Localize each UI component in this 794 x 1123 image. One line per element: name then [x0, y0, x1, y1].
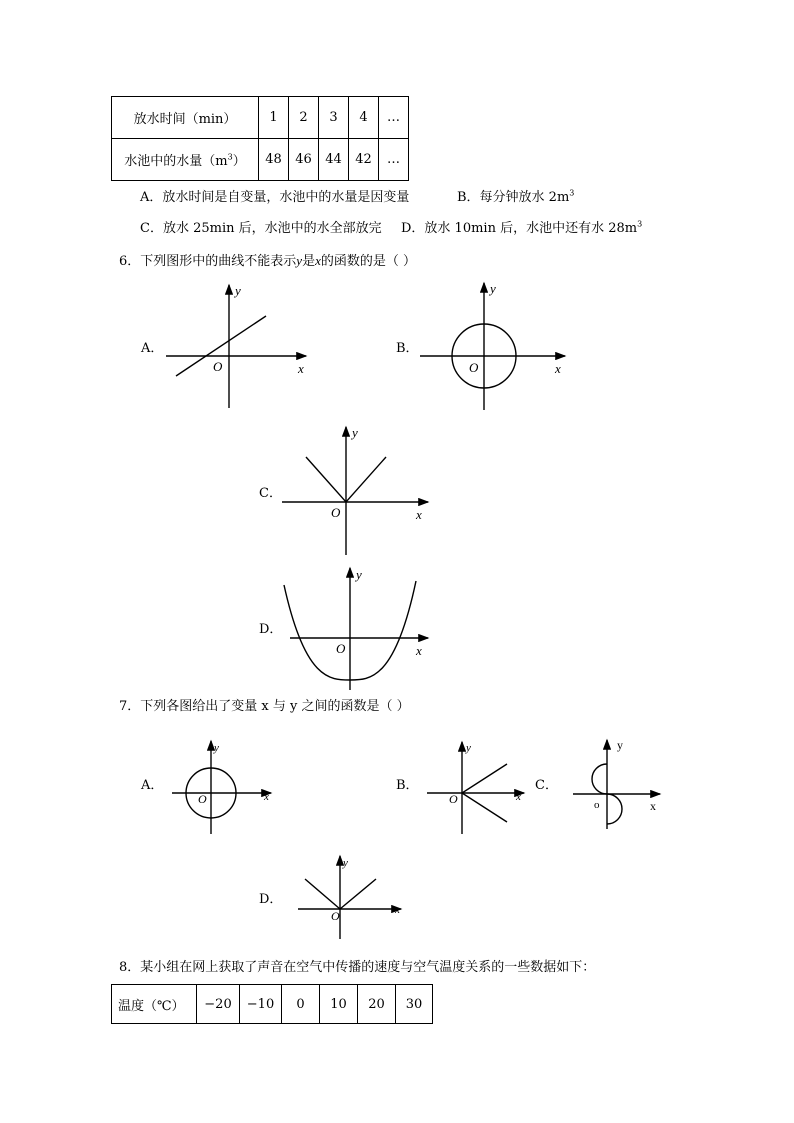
q7b-origin: O [449, 792, 458, 806]
q7-graph-b [427, 742, 524, 834]
table-cell: 42 [349, 139, 379, 181]
q7c-y-label: y [617, 738, 623, 752]
q6d-origin: O [336, 641, 346, 656]
q7c-origin: o [594, 799, 600, 811]
q5-option-b-sup: 3 [569, 188, 575, 198]
q6-stem-b: 是 [302, 254, 316, 269]
q7d-y-label: y [343, 857, 348, 869]
table-cell: … [379, 139, 409, 181]
q7-label-b: B． [396, 778, 419, 793]
temperature-header: 温度（℃） [112, 985, 197, 1024]
lower-semicircle [607, 794, 622, 824]
q6b-origin: O [469, 360, 479, 375]
table-cell: 48 [259, 139, 289, 181]
q7b-y-label: y [466, 742, 471, 754]
q6a-x-label: x [298, 361, 304, 376]
q7d-x-label: x [395, 904, 400, 916]
q6c-y-label: y [352, 425, 358, 440]
q6-graph-d [284, 568, 428, 690]
volume-label: 水池中的水量（m [124, 154, 228, 169]
q7-label-c: C． [535, 778, 558, 793]
q6c-origin: O [331, 505, 341, 520]
q6-graph-a [166, 285, 306, 408]
q7-stem: 7．下列各图给出了变量 x 与 y 之间的函数是（ ） [119, 699, 410, 714]
q7c-x-label: x [650, 799, 656, 813]
q6-label-c: C． [259, 486, 282, 501]
table-cell: 3 [319, 97, 349, 139]
q7-graph-d [298, 856, 401, 939]
q7b-x-label: x [516, 791, 521, 803]
q6-graph-b [420, 283, 565, 410]
q6-label-a: A． [141, 341, 164, 356]
q7-label-a: A． [141, 778, 164, 793]
q5-option-a: A．放水时间是自变量，水池中的水量是因变量 [140, 190, 410, 205]
q5-option-c: C．放水 25min 后，水池中的水全部放完 [140, 221, 382, 236]
q7-label-d: D． [259, 892, 283, 907]
q7-graph-a [172, 741, 271, 834]
table-cell: 2 [289, 97, 319, 139]
q6b-y-label: y [490, 281, 496, 296]
q6a-y-label: y [235, 283, 241, 298]
table-cell: 1 [259, 97, 289, 139]
table-cell: 4 [349, 97, 379, 139]
q5-option-d-text: D．放水 10min 后，水池中还有水 28m [401, 221, 638, 236]
temperature-table [111, 984, 433, 1024]
q6-var-y: y [296, 253, 303, 268]
q6-graph-c [282, 427, 428, 555]
volume-label-sup: 3 [227, 152, 233, 162]
table-cell: 20 [358, 985, 396, 1024]
q8-stem: 8．某小组在网上获取了声音在空气中传播的速度与空气温度关系的一些数据如下： [119, 960, 596, 975]
table-cell: 30 [396, 985, 433, 1024]
table-cell: −10 [240, 985, 282, 1024]
table-cell: 0 [282, 985, 320, 1024]
table-header-time: 放水时间（min） [112, 97, 259, 139]
upper-semicircle [592, 764, 607, 794]
volume-label-suffix: ） [232, 154, 246, 169]
q7-graph-c [573, 740, 660, 829]
table-cell: 44 [319, 139, 349, 181]
q7a-y-label: y [214, 742, 219, 754]
table-cell: 46 [289, 139, 319, 181]
q6c-x-label: x [416, 507, 422, 522]
table-cell: 10 [320, 985, 358, 1024]
q5-option-d-sup: 3 [637, 219, 643, 229]
q6d-x-label: x [416, 643, 422, 658]
q6a-origin: O [213, 359, 223, 374]
q6-stem-c: 的函数的是（ ） [320, 254, 416, 269]
q7a-x-label: x [264, 791, 269, 803]
q6b-x-label: x [555, 361, 561, 376]
q7d-origin: O [331, 909, 340, 923]
q6d-y-label: y [356, 567, 362, 582]
q6-label-b: B． [396, 341, 419, 356]
table-cell: … [379, 97, 409, 139]
q5-option-b-text: B．每分钟放水 2m [457, 190, 570, 205]
q7a-origin: O [198, 792, 207, 806]
q6-var-x: x [315, 253, 321, 268]
q6-label-d: D． [259, 622, 283, 637]
q6-stem-a: 6．下列图形中的曲线不能表示 [119, 254, 297, 269]
table-cell: −20 [197, 985, 240, 1024]
